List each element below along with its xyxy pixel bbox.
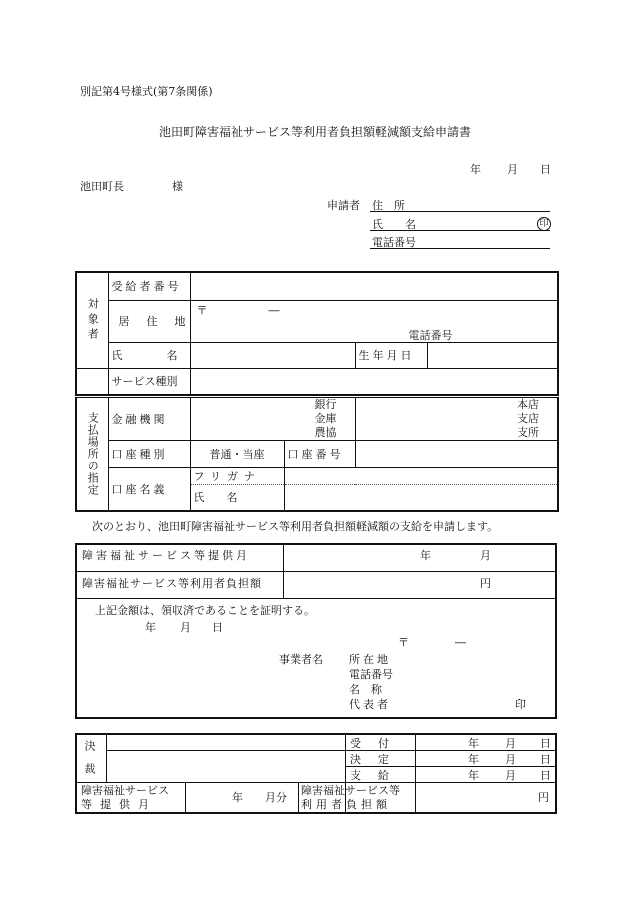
birthdate-field[interactable] [427,342,558,368]
office-period-label-2: 等提供月 [81,798,157,811]
provision-year: 年 [420,549,431,562]
burden-yen: 円 [480,577,491,590]
office-burden-label-2: 利用者負担額 [301,798,391,811]
account-no-field[interactable] [355,441,558,468]
subject-name-field[interactable] [190,342,355,368]
head-office-option: 本店 [517,398,539,411]
payment-section-label: 支払場所の指定 [76,398,108,511]
service-type-label: サービス種別 [108,368,190,395]
agri-option: 農協 [314,426,337,439]
subject-table [75,271,559,396]
applicant-name-label: 氏 名 [372,218,416,231]
subject-section-label: 対象者 [76,272,108,368]
furigana-label: フリガナ [190,468,284,485]
recipient-no-label: 受給者番号 [108,272,190,300]
shinkin-option: 金庫 [314,412,337,425]
postal-mark: 〒 [196,303,208,317]
cert-month: 月 [180,621,191,634]
account-type-label: 口座種別 [108,441,190,468]
addressee: 池田町長 [80,180,124,193]
header-month: 月 [507,163,518,176]
paid-label: 支 給 [350,769,392,782]
received-label: 受 付 [350,737,392,750]
provider-rep-label: 代表者 [349,698,391,711]
applicant-seal: 印 [537,217,551,231]
branch-type-field[interactable] [355,398,558,441]
certification-text: 上記金額は、領収済であることを証明する。 [95,604,315,617]
header-year: 年 [470,163,481,176]
account-type-value[interactable]: 普通・当座 [190,441,284,468]
provider-name-label: 名 称 [349,683,382,696]
paid-day: 日 [540,769,551,782]
decided-month: 月 [505,753,516,766]
postal-dash: ― [268,303,280,317]
provider-postal-mark: 〒 [398,636,409,649]
residence-phone-label: 電話番号 [408,328,453,342]
honorific: 様 [172,180,183,193]
office-year-month: 年 月分 [232,791,287,804]
decided-year: 年 [468,753,479,766]
decided-day: 日 [540,753,551,766]
residence-label: 居 住 地 [108,300,190,342]
received-year: 年 [468,737,479,750]
institution-label: 金融機関 [108,398,190,441]
subject-name-label: 氏 名 [108,342,190,368]
recipient-no-field[interactable] [190,272,558,300]
institution-type-field[interactable] [190,398,355,441]
burden-amount-label: 障害福祉サービス等利用者負担額 [82,577,262,590]
office-period-label-1: 障害福祉サービス [81,784,169,797]
document-title: 池田町障害福祉サービス等利用者負担額軽減額支給申請書 [158,125,471,139]
provision-month: 月 [480,549,491,562]
paid-month: 月 [505,769,516,782]
decided-label: 決 定 [350,753,392,766]
applicant-address-label: 住 所 [372,199,405,212]
application-statement: 次のとおり、池田町障害福祉サービス等利用者負担額軽減額の支給を申請します。 [92,520,499,533]
residence-field[interactable] [190,300,558,342]
payment-table [75,397,559,512]
subject-section-label-tail [76,368,108,395]
holder-name-label: 氏 名 [190,485,284,511]
provision-month-label: 障害福祉サービス等提供月 [82,549,250,562]
decision-label: 決裁 [83,740,96,786]
account-name-label: 口座名義 [108,468,190,511]
applicant-label: 申請者 [327,199,360,212]
header-day: 日 [540,163,551,176]
bank-option: 銀行 [314,398,337,411]
furigana-field[interactable] [284,468,558,485]
provider-postal-dash: ― [455,636,466,649]
provider-seal: 印 [515,698,526,711]
branch-option: 支店 [517,412,539,425]
received-month: 月 [505,737,516,750]
service-type-field[interactable] [190,368,558,395]
sub-branch-option: 支所 [517,426,539,439]
office-yen: 円 [538,791,549,804]
cert-year: 年 [145,621,156,634]
birthdate-label: 生年月日 [355,342,427,368]
provider-phone-label: 電話番号 [349,668,393,681]
paid-year: 年 [468,769,479,782]
office-burden-label-1: 障害福祉サービス等 [301,784,400,797]
applicant-phone-label: 電話番号 [372,236,416,249]
provider-location-label: 所在地 [349,653,391,666]
cert-day: 日 [212,621,223,634]
business-label: 事業者名 [279,653,323,666]
received-day: 日 [540,737,551,750]
form-reference: 別記第4号様式(第7条関係) [80,85,213,98]
account-no-label: 口座番号 [284,441,355,468]
holder-name-field[interactable] [284,485,558,511]
